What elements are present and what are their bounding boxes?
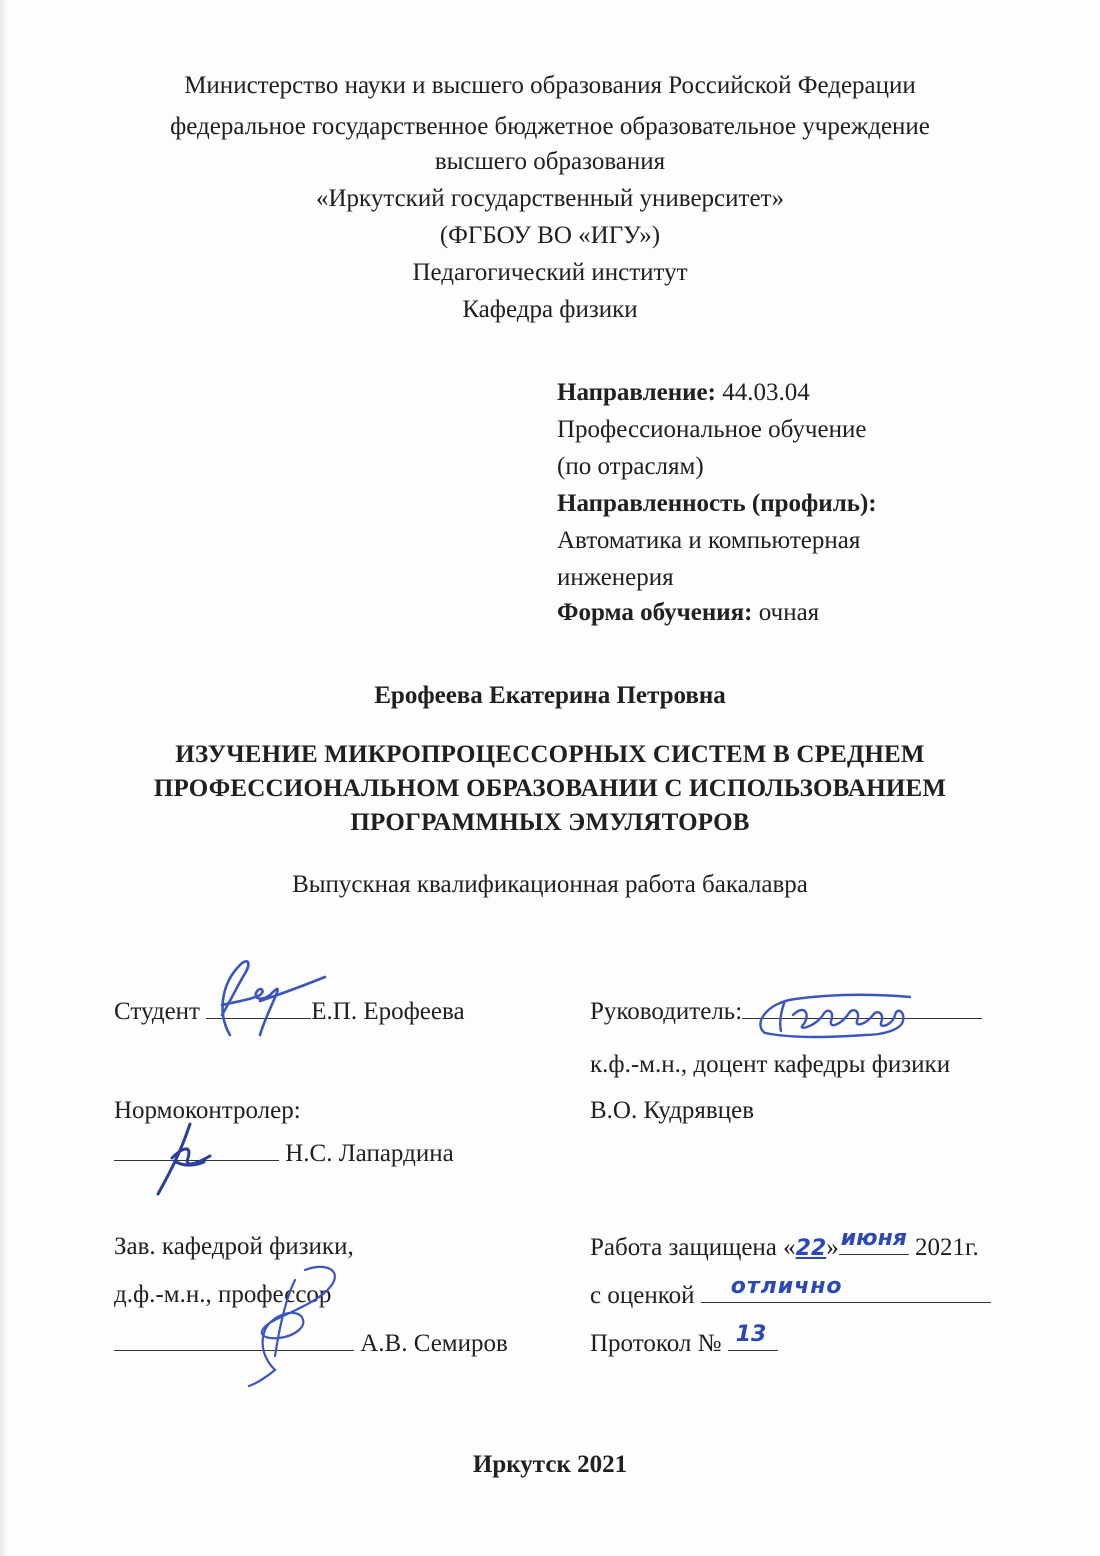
institute-line: Педагогический институт [412, 259, 688, 286]
supervisor-label: Руководитель: [590, 998, 743, 1025]
normcontrol-signature-image [150, 1118, 220, 1198]
ministry-line: Министерство науки и высшего образования Российской Федерации [184, 72, 916, 99]
profile-name-line-1: Автоматика и компьютерная [557, 527, 861, 554]
protocol-row [590, 1322, 778, 1359]
defended-mid: » [826, 1234, 839, 1261]
title-line-2: ПРОФЕССИОНАЛЬНОМ ОБРАЗОВАНИИ С ИСПОЛЬЗОВАНИЕМ [153, 775, 947, 802]
supervisor-name: В.О. Кудрявцев [590, 1097, 755, 1124]
head-signature-image [235, 1260, 355, 1390]
grade-blank [701, 1274, 991, 1303]
education-level-line: высшего образования [434, 148, 666, 175]
work-type: Выпускная квалификационная работа бакалавра [292, 871, 808, 898]
protocol-label: Протокол № [590, 1330, 722, 1357]
title-line-1: ИЗУЧЕНИЕ МИКРОПРОЦЕССОРНЫХ СИСТЕМ В СРЕДНЕМ [175, 741, 925, 768]
direction-code: 44.03.04 [715, 379, 810, 406]
direction-name-line-1: Профессиональное обучение [557, 416, 867, 443]
grade-row [590, 1274, 991, 1311]
form-label: Форма обучения: [557, 599, 753, 626]
direction-line [557, 378, 810, 408]
student-signature-image [200, 955, 330, 1045]
defended-prefix: Работа защищена « [590, 1234, 796, 1261]
defended-day: 22 [795, 1236, 827, 1261]
grade-value: отлично [730, 1274, 843, 1299]
grade-label: с оценкой [590, 1282, 695, 1309]
protocol-blank [728, 1322, 778, 1351]
student-label: Студент [114, 998, 200, 1025]
student-name: Е.П. Ерофеева [311, 998, 465, 1025]
form-value: очная [752, 599, 820, 626]
normcontrol-name: Н.С. Лапардина [285, 1140, 454, 1167]
profile-label: Направленность (профиль): [557, 490, 877, 517]
defended-month: июня [840, 1226, 907, 1251]
form-line [557, 598, 819, 628]
head-degree: д.ф.-м.н., профессор [114, 1281, 332, 1308]
direction-name-line-2: (по отраслям) [557, 453, 704, 480]
abbreviation-line: (ФГБОУ ВО «ИГУ») [439, 222, 661, 249]
defended-year: 2021г. [915, 1234, 979, 1261]
department-line: Кафедра физики [462, 296, 638, 323]
institution-type-line: федеральное государственное бюджетное образовательное учреждение [170, 113, 930, 140]
head-name: А.В. Семиров [360, 1330, 508, 1357]
normcontrol-label: Нормоконтролер: [114, 1097, 301, 1124]
protocol-number: 13 [735, 1322, 767, 1347]
footer-city-year: Иркутск 2021 [472, 1451, 628, 1478]
defense-date-row [590, 1226, 979, 1264]
university-line: «Иркутский государственный университет» [316, 185, 784, 212]
author-name: Ерофеева Екатерина Петровна [374, 682, 726, 709]
profile-name-line-2: инженерия [557, 564, 674, 591]
supervisor-position: к.ф.-м.н., доцент кафедры физики [590, 1051, 951, 1078]
direction-label: Направление: [557, 379, 716, 406]
head-label: Зав. кафедрой физики, [114, 1233, 354, 1260]
supervisor-signature-image [745, 985, 935, 1045]
title-line-3: ПРОГРАММНЫХ ЭМУЛЯТОРОВ [350, 809, 750, 836]
defended-month-blank [839, 1226, 909, 1255]
